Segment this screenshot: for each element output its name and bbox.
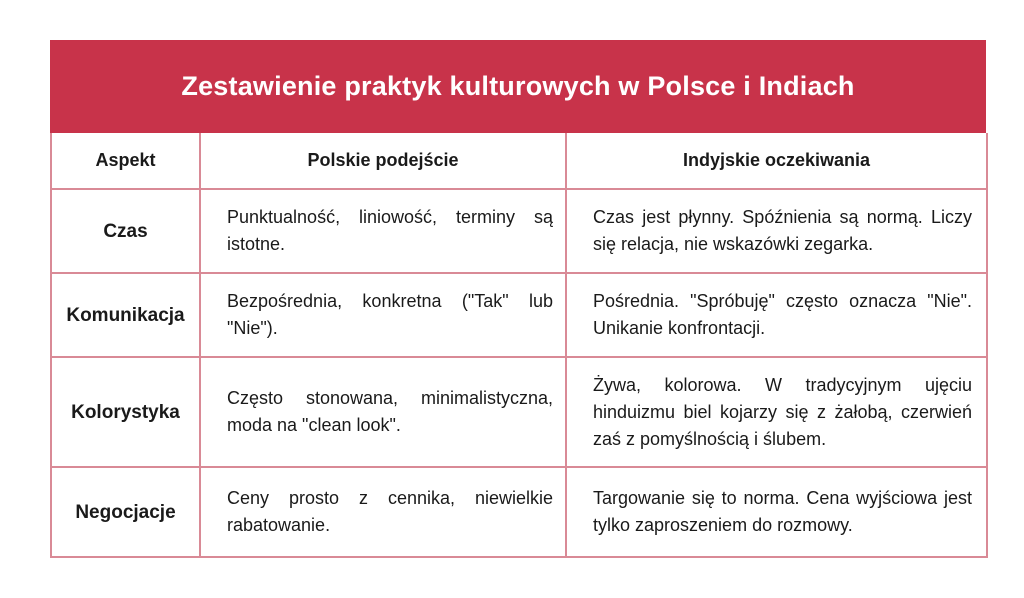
row-aspect: Negocjacje (51, 467, 200, 557)
row-poland: Ceny prosto z cennika, niewielkie rabatowanie. (200, 467, 566, 557)
row-poland: Często stonowana, minimalistyczna, moda na "clean look". (200, 357, 566, 467)
title-banner (50, 40, 986, 133)
row-india: Żywa, kolorowa. W tradycyjnym ujęciu hinduizmu biel kojarzy się z żałobą, czerwień zaś z pomyślnością i ślubem. (566, 357, 987, 467)
comparison-table (50, 133, 988, 558)
row-aspect: Czas (51, 189, 200, 273)
row-poland: Punktualność, liniowość, terminy są istotne. (200, 189, 566, 273)
table-row (51, 467, 987, 557)
row-india: Czas jest płynny. Spóźnienia są normą. Liczy się relacja, nie wskazówki zegarka. (566, 189, 987, 273)
table-row (51, 189, 987, 273)
column-header-aspect: Aspekt (51, 133, 200, 189)
table-row (51, 273, 987, 357)
table-row (51, 357, 987, 467)
column-header-poland: Polskie podejście (200, 133, 566, 189)
row-india: Targowanie się to norma. Cena wyjściowa jest tylko zaproszeniem do rozmowy. (566, 467, 987, 557)
page-title: Zestawienie praktyk kulturowych w Polsce i Indiach (181, 71, 855, 101)
row-aspect: Komunikacja (51, 273, 200, 357)
column-header-india: Indyjskie oczekiwania (566, 133, 987, 189)
row-aspect: Kolorystyka (51, 357, 200, 467)
row-india: Pośrednia. "Spróbuję" często oznacza "Nie". Unikanie konfrontacji. (566, 273, 987, 357)
comparison-card (50, 40, 986, 558)
row-poland: Bezpośrednia, konkretna ("Tak" lub "Nie"). (200, 273, 566, 357)
table-header-row (51, 133, 987, 189)
